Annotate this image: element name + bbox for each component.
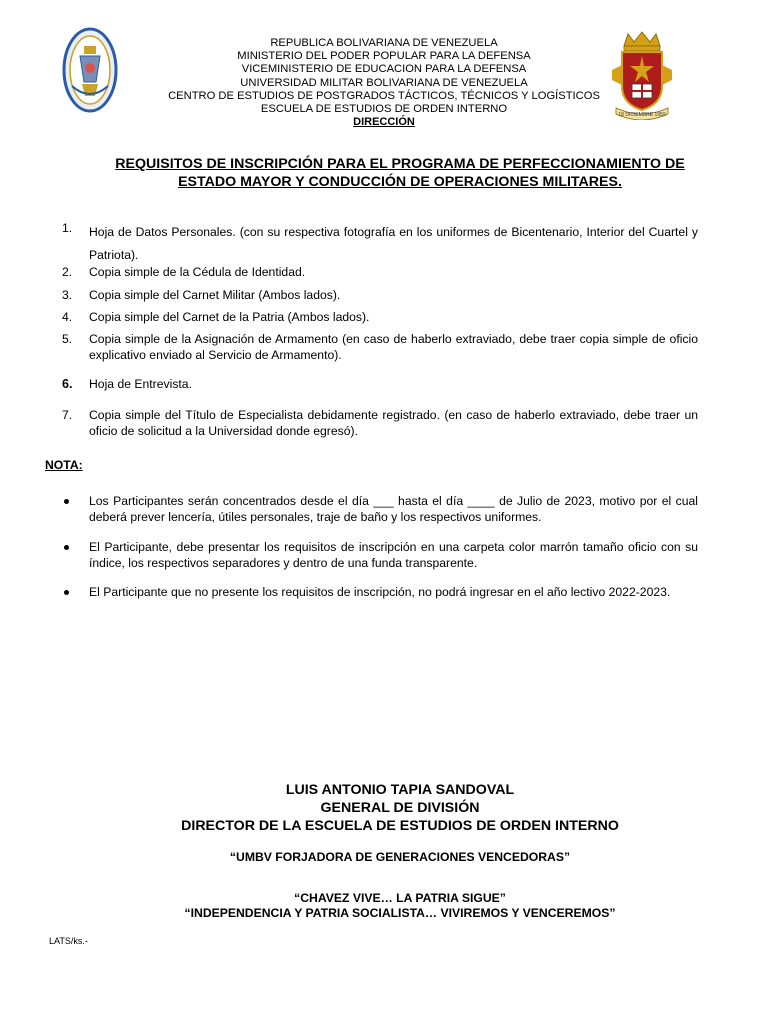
university-seal-icon [62,26,118,114]
header-line: CENTRO DE ESTUDIOS DE POSTGRADOS TÁCTICOS, TÉCNICOS Y LOGÍSTICOS [168,89,600,102]
note-text: El Participante, debe presentar los requisitos de inscripción en una carpeta color marrón tamaño oficio con su índice, los respectivos separadores y dentro de una funda transparente. [89,540,698,570]
requirement-number: 7. [62,408,73,422]
header-line: UNIVERSIDAD MILITAR BOLIVARIANA DE VENEZUELA [240,76,528,89]
note-text: Los Participantes serán concentrados desde el día ___ hasta el día ____ de Julio de 2023, motivo por el cual deberá prever lencería, útiles personales, traje de baño y los respectivos uniformes. [89,494,698,524]
requirement-text: Hoja de Entrevista. [89,377,192,391]
header-line: ESCUELA DE ESTUDIOS DE ORDEN INTERNO [260,103,508,116]
requirement-number: 6. [62,377,73,391]
title-line-2: ESTADO MAYOR Y CONDUCCIÓN DE OPERACIONES MILITARES. [178,174,622,190]
motto-line: “INDEPENDENCIA Y PATRIA SOCIALISTA… VIVIREMOS Y VENCEREMOS” [184,906,616,920]
motto-line: “UMBV FORJADORA DE GENERACIONES VENCEDORAS” [229,850,571,864]
motto-line: “CHAVEZ VIVE… LA PATRIA SIGUE” [294,891,506,905]
bullet-icon [64,499,69,504]
document-title [40,155,760,191]
requirement-number: 5. [62,332,73,346]
nota-heading: NOTA: [45,458,83,472]
header-line: REPUBLICA BOLIVARIANA DE VENEZUELA [270,37,498,49]
requirement-text: Copia simple de la Asignación de Armamento (en caso de haberlo extraviado, debe traer copia simple de oficio explicativo enviado al Servicio de Armamento). [89,332,698,362]
requirement-text: Copia simple del Título de Especialista debidamente registrado. (en caso de haberlo extraviado, debe traer un oficio de solicitud a la Universidad donde egresó). [89,408,698,438]
requirement-text: Copia simple del Carnet de la Patria (Ambos lados). [89,310,370,324]
school-coat-of-arms-icon [610,30,674,120]
header-line: MINISTERIO DEL PODER POPULAR PARA LA DEFENSA [237,50,531,63]
coat-of-arms-ribbon-text: 18 DICIEMBRE 1959 [618,112,666,118]
transcriber-initials: LATS/ks.- [49,936,88,946]
requirement-text: Copia simple del Carnet Militar (Ambos lados). [89,288,341,302]
requirement-item [62,221,698,261]
signature-block [40,781,760,836]
header-line: VICEMINISTERIO DE EDUCACION PARA LA DEFENSA [241,63,527,76]
header-department: DIRECCIÓN [353,116,415,129]
signatory-name: LUIS ANTONIO TAPIA SANDOVAL [285,782,515,798]
title-line-1: REQUISITOS DE INSCRIPCIÓN PARA EL PROGRAMA DE PERFECCIONAMIENTO DE [115,156,685,172]
bullet-icon [64,590,69,595]
requirement-number: 4. [62,310,73,324]
bullet-icon [64,545,69,550]
note-text: El Participante que no presente los requisitos de inscripción, no podrá ingresar en el año lectivo 2022-2023. [89,585,671,599]
signatory-rank: GENERAL DE DIVISIÓN [320,800,480,817]
requirement-text: Hoja de Datos Personales. (con su respectiva fotografía en los uniformes de Bicentenario, Interior del Cuartel y Patriota). [89,225,698,262]
signatory-position: DIRECTOR DE LA ESCUELA DE ESTUDIOS DE ORDEN INTERNO [181,818,619,835]
requirement-number: 3. [62,288,73,302]
requirement-number: 2. [62,265,73,279]
requirement-text: Copia simple de la Cédula de Identidad. [89,265,306,279]
requirement-number: 1. [62,221,73,235]
header-institution-lines [140,37,628,129]
